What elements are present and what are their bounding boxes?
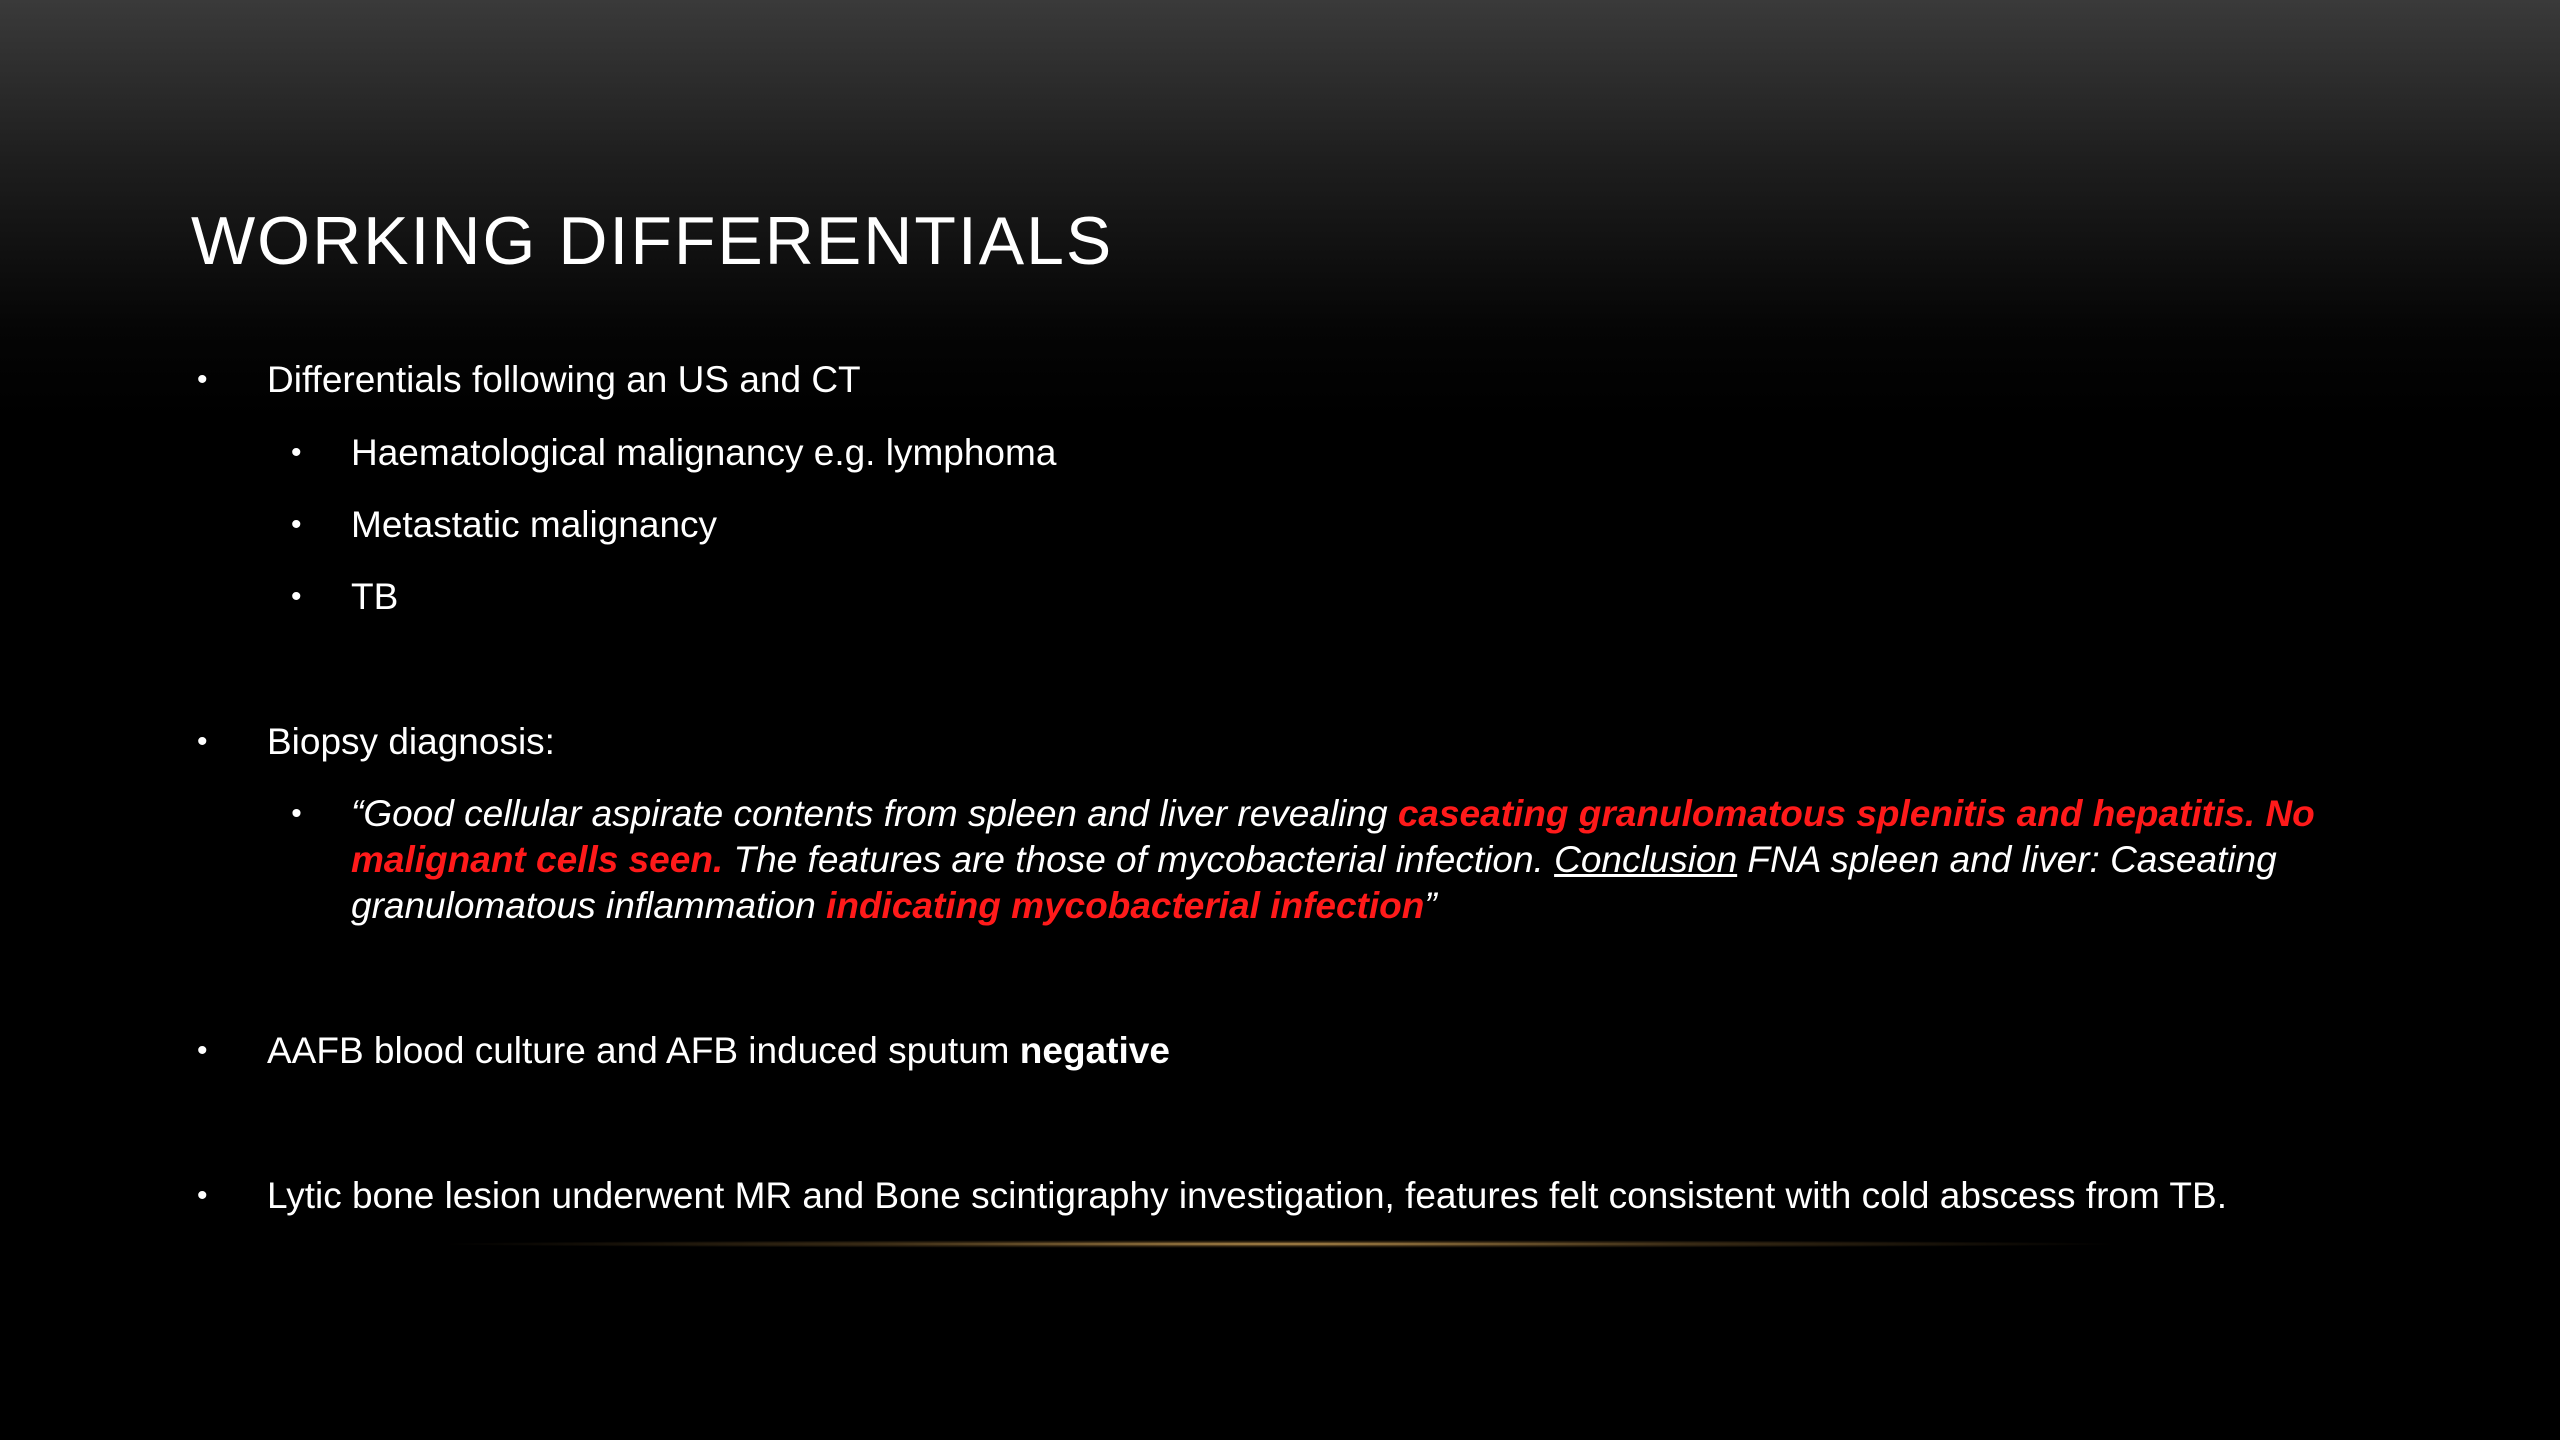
bullet-dot-icon: • [291,436,302,469]
sub-bullet-tb [291,574,399,620]
sub-bullet-biopsy-quote [291,791,2351,929]
bone-lesion-text: Lytic bone lesion underwent MR and Bone scintigraphy investigation, features felt consistent with cold abscess from TB. [267,1175,2227,1216]
bullet-dot-icon: • [197,1034,208,1067]
bullet-bone-lesion [197,1173,2317,1219]
slide-title: WORKING DIFFERENTIALS [191,203,1114,279]
bullet-biopsy [197,719,555,765]
bullet-dot-icon: • [291,797,302,830]
sub-bullet-haematological [291,430,1057,476]
quote-text: ” [1424,885,1437,926]
sub-bullet-metastatic [291,502,718,548]
decorative-glow-divider [430,1240,2130,1248]
culture-text: AAFB blood culture and AFB induced sputum [267,1030,1020,1071]
quote-text: “Good cellular aspirate contents from spleen and liver revealing [351,793,1398,834]
bullet-dot-icon: • [197,1179,208,1212]
bullet-differentials [197,357,861,403]
differentials-heading: Differentials following an US and CT [267,359,861,400]
bullet-dot-icon: • [291,580,302,613]
bullet-dot-icon: • [291,508,302,541]
quote-highlight-finding: caseating granulomatous splenitis and hepatitis. No malignant cells seen. [351,793,2315,880]
sub-bullet-text: Metastatic malignancy [351,504,718,545]
quote-conclusion-label: Conclusion [1554,839,1738,880]
sub-bullet-text: Haematological malignancy e.g. lymphoma [351,432,1057,473]
culture-result: negative [1019,1030,1170,1071]
quote-text: FNA spleen and liver: Caseating granulomatous inflammation [351,839,2277,926]
sub-bullet-text: TB [351,576,399,617]
quote-highlight-indication: indicating mycobacterial infection [826,885,1425,926]
biopsy-heading: Biopsy diagnosis: [267,721,555,762]
bullet-dot-icon: • [197,363,208,396]
bullet-culture [197,1028,1170,1074]
quote-text: The features are those of mycobacterial infection. [723,839,1555,880]
bullet-dot-icon: • [197,725,208,758]
